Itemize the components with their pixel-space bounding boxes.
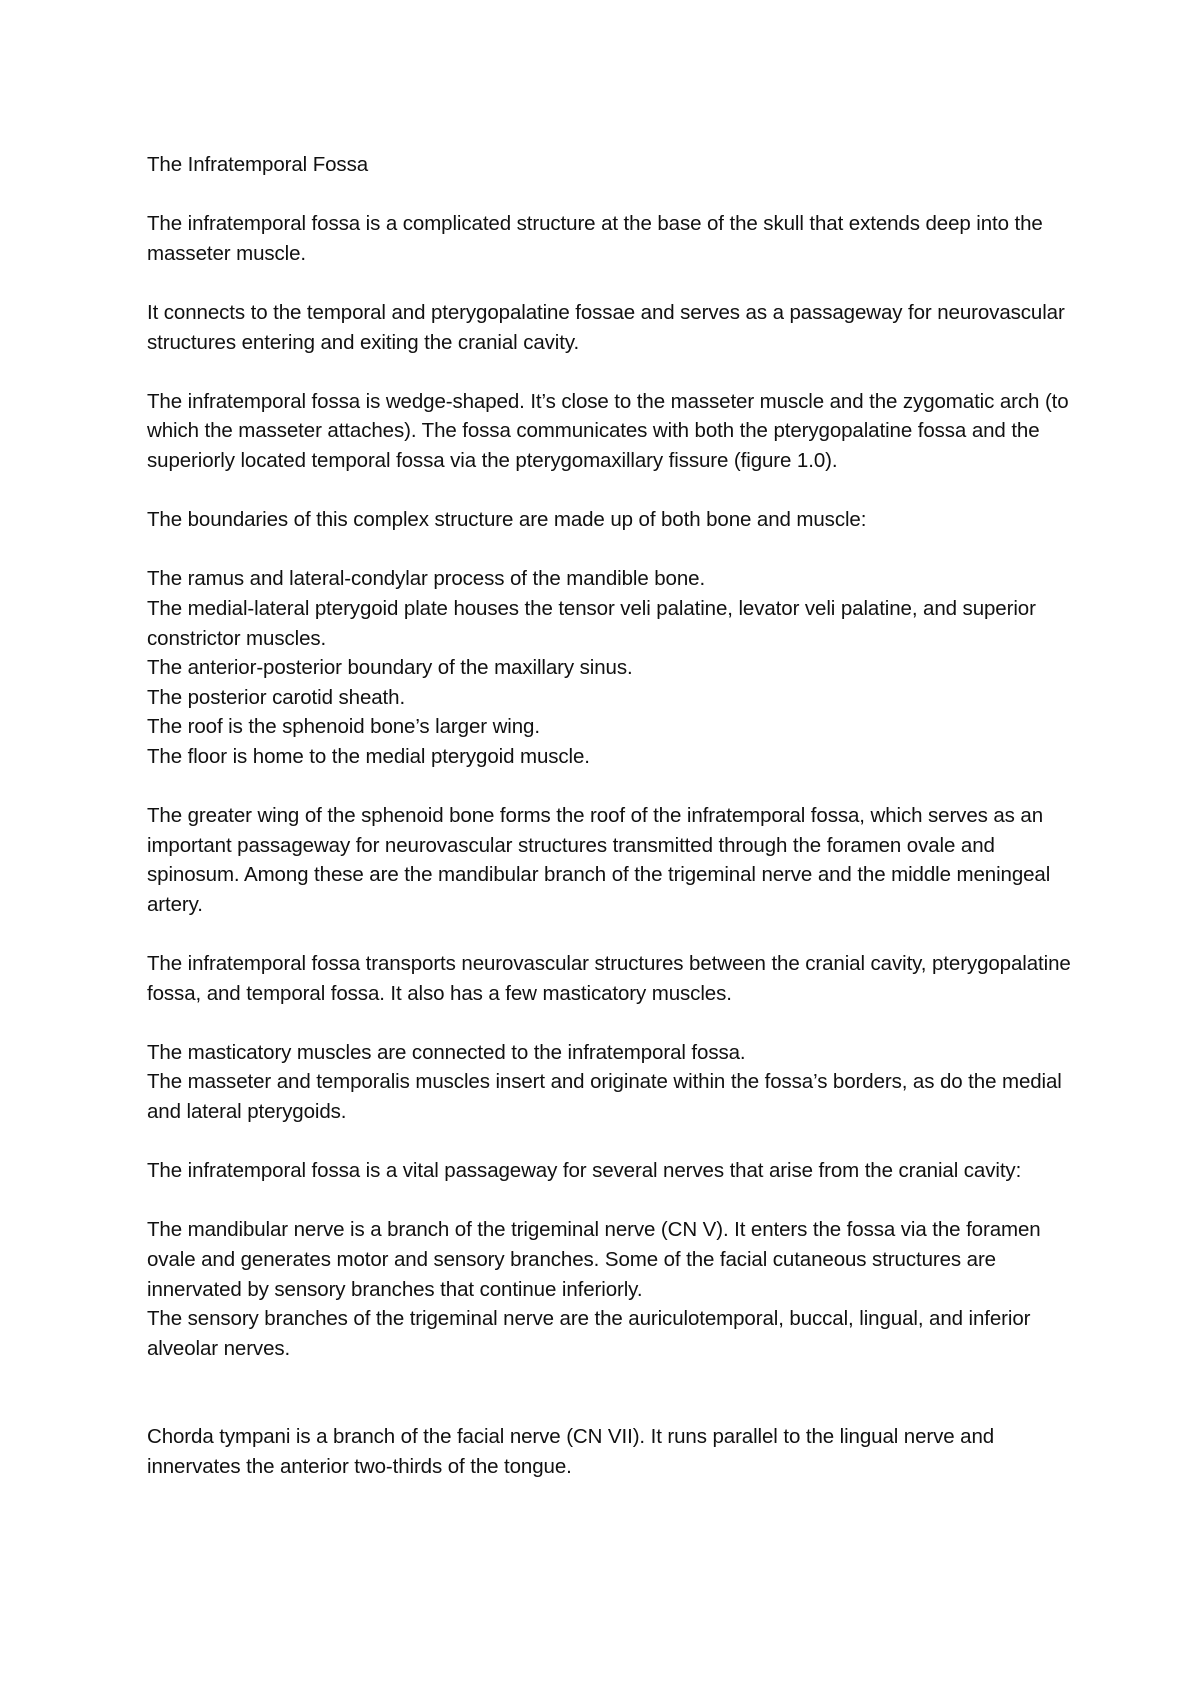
nerve-item: The mandibular nerve is a branch of the trigeminal nerve (CN V). It enters the fossa via the foramen ovale and generates motor and sensory branches. Some of the facial cutaneous structures are innervated by sensory branches that continue inferiorly.: [147, 1218, 1041, 1301]
intro-paragraph-2: It connects to the temporal and pterygopalatine fossae and serves as a passageway for neurovascular structures entering and exiting the cranial cavity.: [147, 300, 1065, 354]
boundaries-list: [147, 564, 1077, 771]
boundary-item: The floor is home to the medial pterygoid muscle.: [147, 744, 590, 768]
masticatory-list: [147, 1038, 1077, 1127]
boundary-item: The medial-lateral pterygoid plate houses the tensor veli palatine, levator veli palatine, and superior constrictor muscles.: [147, 596, 1036, 650]
masticatory-item: The masseter and temporalis muscles insert and originate within the fossa’s borders, as do the medial and lateral pterygoids.: [147, 1070, 1062, 1123]
boundary-item: The anterior-posterior boundary of the maxillary sinus.: [147, 656, 633, 680]
boundary-item: The posterior carotid sheath.: [147, 685, 406, 709]
intro-paragraph-1: The infratemporal fossa is a complicated structure at the base of the skull that extends deep into the masseter muscle.: [147, 212, 1043, 265]
nerve-item: The sensory branches of the trigeminal nerve are the auriculotemporal, buccal, lingual, and inferior alveolar nerves.: [147, 1307, 1031, 1360]
nerves-intro: The infratemporal fossa is a vital passageway for several nerves that arise from the cranial cavity:: [147, 1159, 1022, 1183]
masticatory-item: The masticatory muscles are connected to the infratemporal fossa.: [147, 1040, 746, 1064]
boundary-item: The ramus and lateral-condylar process of the mandible bone.: [147, 567, 706, 591]
document-body: [147, 150, 1077, 1511]
boundary-item: The roof is the sphenoid bone’s larger wing.: [147, 715, 540, 739]
roof-paragraph: The greater wing of the sphenoid bone forms the roof of the infratemporal fossa, which serves as an important passageway for neurovascular structures transmitted through the foramen ovale and spinosum. Among these are the mandibular branch of the trigeminal nerve and the middle meningeal artery.: [147, 804, 1051, 916]
shape-paragraph: The infratemporal fossa is wedge-shaped. It’s close to the masseter muscle and the zygomatic arch (to which the masseter attaches). The fossa communicates with both the pterygopalatine fossa and the superiorly located temporal fossa via the pterygomaxillary fissure (figure 1.0).: [147, 389, 1069, 472]
boundaries-intro: The boundaries of this complex structure are made up of both bone and muscle:: [147, 508, 867, 532]
nerves-list: [147, 1215, 1077, 1363]
chorda-tympani-paragraph: Chorda tympani is a branch of the facial nerve (CN VII). It runs parallel to the lingual nerve and innervates the anterior two-thirds of the tongue.: [147, 1425, 995, 1478]
transport-paragraph: The infratemporal fossa transports neurovascular structures between the cranial cavity, pterygopalatine fossa, and temporal fossa. It also has a few masticatory muscles.: [147, 952, 1071, 1005]
document-title: The Infratemporal Fossa: [147, 153, 369, 176]
